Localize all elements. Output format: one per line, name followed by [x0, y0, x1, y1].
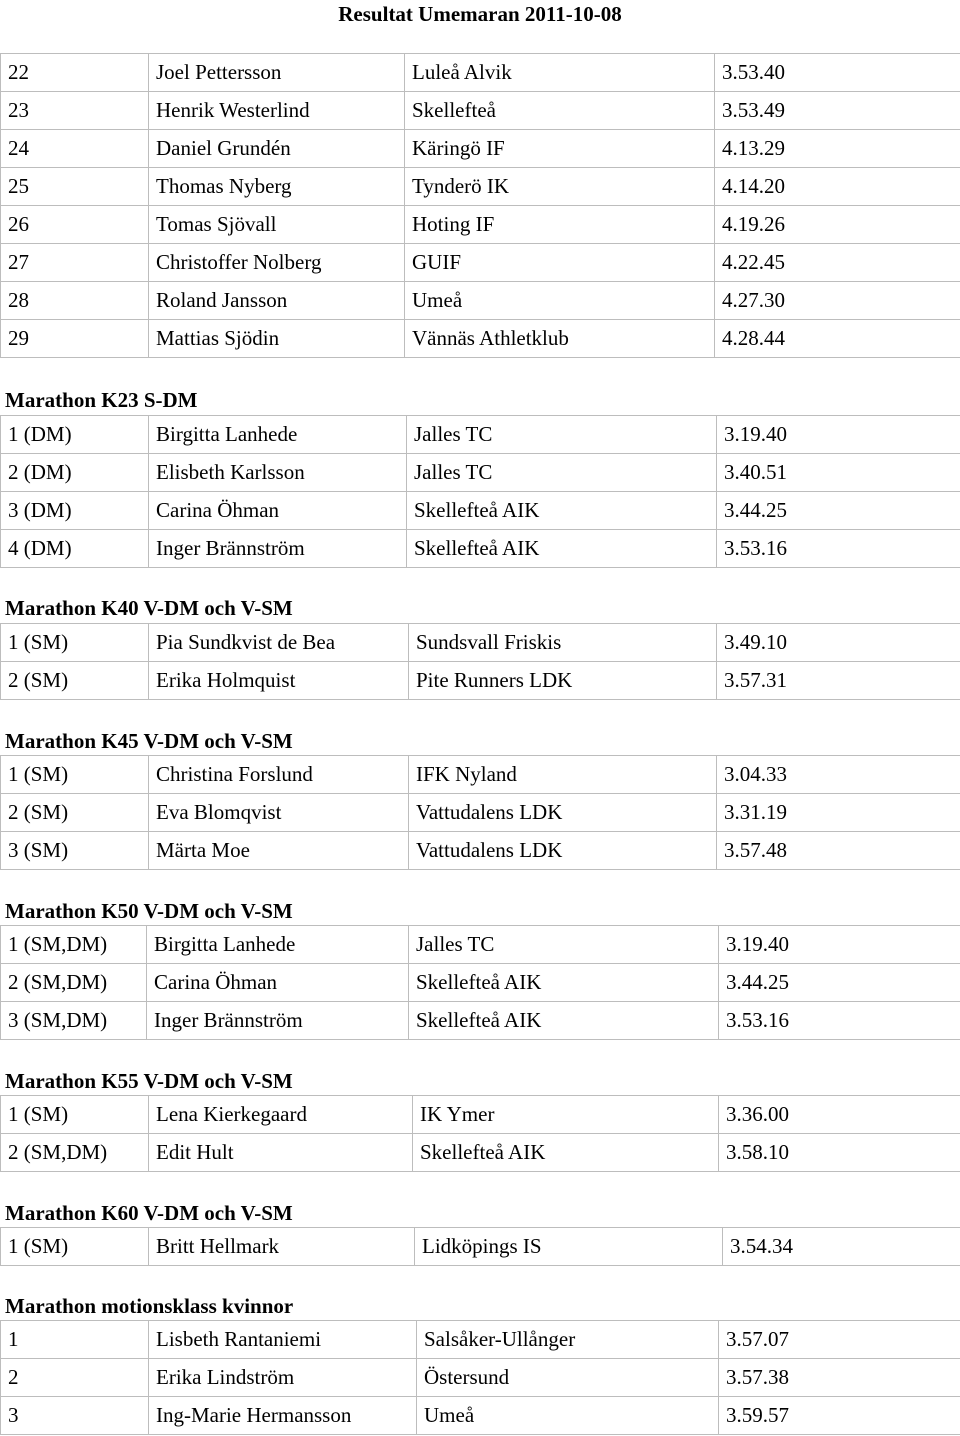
table-row [1, 662, 960, 700]
result-place: 2 (SM,DM) [1, 1134, 149, 1172]
table-row [1, 282, 960, 320]
result-club: Vattudalens LDK [409, 794, 717, 832]
result-time: 3.04.33 [717, 756, 960, 794]
result-name: Birgitta Lanhede [149, 416, 407, 454]
result-time: 3.40.51 [717, 454, 960, 492]
result-club: Umeå [405, 282, 715, 320]
table-row [1, 1397, 960, 1435]
table-row [1, 1134, 960, 1172]
result-place: 3 [1, 1397, 149, 1435]
result-time: 3.31.19 [717, 794, 960, 832]
result-club: Skellefteå AIK [409, 1002, 719, 1040]
result-name: Pia Sundkvist de Bea [149, 624, 409, 662]
result-time: 3.44.25 [717, 492, 960, 530]
result-club: Umeå [417, 1397, 719, 1435]
table-row [1, 1359, 960, 1397]
result-name: Carina Öhman [149, 492, 407, 530]
result-club: Skellefteå AIK [413, 1134, 719, 1172]
result-club: Lidköpings IS [415, 1228, 723, 1266]
result-time: 3.57.38 [719, 1359, 960, 1397]
result-name: Märta Moe [149, 832, 409, 870]
result-place: 1 (DM) [1, 416, 149, 454]
result-place: 3 (DM) [1, 492, 149, 530]
result-place: 1 (SM,DM) [1, 926, 147, 964]
section-heading: Marathon K45 V-DM och V-SM [5, 729, 293, 753]
table-row [1, 492, 960, 530]
result-time: 3.36.00 [719, 1096, 960, 1134]
result-place: 29 [1, 320, 149, 358]
result-place: 2 (SM) [1, 662, 149, 700]
table-row [1, 168, 960, 206]
table-row [1, 206, 960, 244]
table-row [1, 54, 960, 92]
result-club: IFK Nyland [409, 756, 717, 794]
result-place: 22 [1, 54, 149, 92]
result-time: 3.19.40 [719, 926, 960, 964]
table-row [1, 1002, 960, 1040]
table-row [1, 1096, 960, 1134]
result-name: Britt Hellmark [149, 1228, 415, 1266]
result-name: Edit Hult [149, 1134, 413, 1172]
section-heading: Marathon K50 V-DM och V-SM [5, 899, 293, 923]
result-place: 4 (DM) [1, 530, 149, 568]
result-name: Tomas Sjövall [149, 206, 405, 244]
result-name: Joel Pettersson [149, 54, 405, 92]
result-club: Luleå Alvik [405, 54, 715, 92]
result-place: 2 [1, 1359, 149, 1397]
result-place: 2 (SM) [1, 794, 149, 832]
table-row [1, 1228, 960, 1266]
result-club: Skellefteå [405, 92, 715, 130]
table-row [1, 92, 960, 130]
result-name: Ing-Marie Hermansson [149, 1397, 417, 1435]
result-club: Pite Runners LDK [409, 662, 717, 700]
table-row [1, 624, 960, 662]
result-name: Mattias Sjödin [149, 320, 405, 358]
result-place: 2 (DM) [1, 454, 149, 492]
section-heading: Marathon K55 V-DM och V-SM [5, 1069, 293, 1093]
result-time: 3.53.49 [715, 92, 960, 130]
result-name: Christoffer Nolberg [149, 244, 405, 282]
table-row [1, 794, 960, 832]
section-heading: Marathon K60 V-DM och V-SM [5, 1201, 293, 1225]
result-name: Erika Holmquist [149, 662, 409, 700]
table-row [1, 1321, 960, 1359]
result-time: 4.28.44 [715, 320, 960, 358]
result-name: Inger Brännström [147, 1002, 409, 1040]
result-time: 4.27.30 [715, 282, 960, 320]
result-place: 3 (SM,DM) [1, 1002, 147, 1040]
result-name: Eva Blomqvist [149, 794, 409, 832]
result-place: 23 [1, 92, 149, 130]
results-table [0, 623, 960, 700]
table-row [1, 832, 960, 870]
results-table [0, 755, 960, 870]
result-club: Tynderö IK [405, 168, 715, 206]
result-name: Lisbeth Rantaniemi [149, 1321, 417, 1359]
result-place: 2 (SM,DM) [1, 964, 147, 1002]
result-time: 3.57.48 [717, 832, 960, 870]
result-time: 3.53.40 [715, 54, 960, 92]
result-place: 26 [1, 206, 149, 244]
section-heading: Marathon K40 V-DM och V-SM [5, 596, 293, 620]
result-place: 27 [1, 244, 149, 282]
result-name: Birgitta Lanhede [147, 926, 409, 964]
result-name: Erika Lindström [149, 1359, 417, 1397]
table-row [1, 130, 960, 168]
result-name: Inger Brännström [149, 530, 407, 568]
section-heading: Marathon motionsklass kvinnor [5, 1294, 294, 1318]
page-title: Resultat Umemaran 2011-10-08 [338, 2, 622, 26]
results-table [0, 925, 960, 1040]
result-place: 1 [1, 1321, 149, 1359]
result-place: 3 (SM) [1, 832, 149, 870]
result-name: Thomas Nyberg [149, 168, 405, 206]
table-row [1, 756, 960, 794]
result-place: 28 [1, 282, 149, 320]
result-name: Elisbeth Karlsson [149, 454, 407, 492]
table-row [1, 244, 960, 282]
result-time: 3.44.25 [719, 964, 960, 1002]
result-club: Salsåker-Ullånger [417, 1321, 719, 1359]
table-row [1, 530, 960, 568]
result-club: Sundsvall Friskis [409, 624, 717, 662]
result-name: Carina Öhman [147, 964, 409, 1002]
table-row [1, 964, 960, 1002]
table-row [1, 926, 960, 964]
result-time: 3.53.16 [717, 530, 960, 568]
result-time: 3.53.16 [719, 1002, 960, 1040]
result-club: Jalles TC [407, 416, 717, 454]
table-row [1, 320, 960, 358]
result-time: 4.22.45 [715, 244, 960, 282]
result-name: Roland Jansson [149, 282, 405, 320]
result-club: Vattudalens LDK [409, 832, 717, 870]
table-row [1, 416, 960, 454]
result-name: Christina Forslund [149, 756, 409, 794]
result-club: Skellefteå AIK [407, 530, 717, 568]
results-table [0, 1320, 960, 1435]
result-time: 3.57.31 [717, 662, 960, 700]
result-time: 4.13.29 [715, 130, 960, 168]
result-place: 1 (SM) [1, 756, 149, 794]
result-time: 3.54.34 [723, 1228, 960, 1266]
section-heading: Marathon K23 S-DM [5, 388, 198, 412]
result-time: 3.19.40 [717, 416, 960, 454]
result-club: Käringö IF [405, 130, 715, 168]
result-club: Jalles TC [409, 926, 719, 964]
result-time: 3.57.07 [719, 1321, 960, 1359]
results-table [0, 1095, 960, 1172]
result-place: 1 (SM) [1, 624, 149, 662]
result-club: Vännäs Athletklub [405, 320, 715, 358]
result-club: Jalles TC [407, 454, 717, 492]
result-place: 24 [1, 130, 149, 168]
result-club: Skellefteå AIK [409, 964, 719, 1002]
result-club: Östersund [417, 1359, 719, 1397]
result-name: Henrik Westerlind [149, 92, 405, 130]
result-time: 3.59.57 [719, 1397, 960, 1435]
results-table [0, 415, 960, 568]
result-club: IK Ymer [413, 1096, 719, 1134]
result-place: 1 (SM) [1, 1096, 149, 1134]
result-club: Hoting IF [405, 206, 715, 244]
result-club: Skellefteå AIK [407, 492, 717, 530]
result-name: Lena Kierkegaard [149, 1096, 413, 1134]
table-row [1, 454, 960, 492]
result-club: GUIF [405, 244, 715, 282]
result-name: Daniel Grundén [149, 130, 405, 168]
result-time: 4.14.20 [715, 168, 960, 206]
result-time: 3.58.10 [719, 1134, 960, 1172]
result-place: 1 (SM) [1, 1228, 149, 1266]
results-table [0, 53, 960, 358]
results-table [0, 1227, 960, 1266]
result-time: 4.19.26 [715, 206, 960, 244]
result-time: 3.49.10 [717, 624, 960, 662]
result-place: 25 [1, 168, 149, 206]
